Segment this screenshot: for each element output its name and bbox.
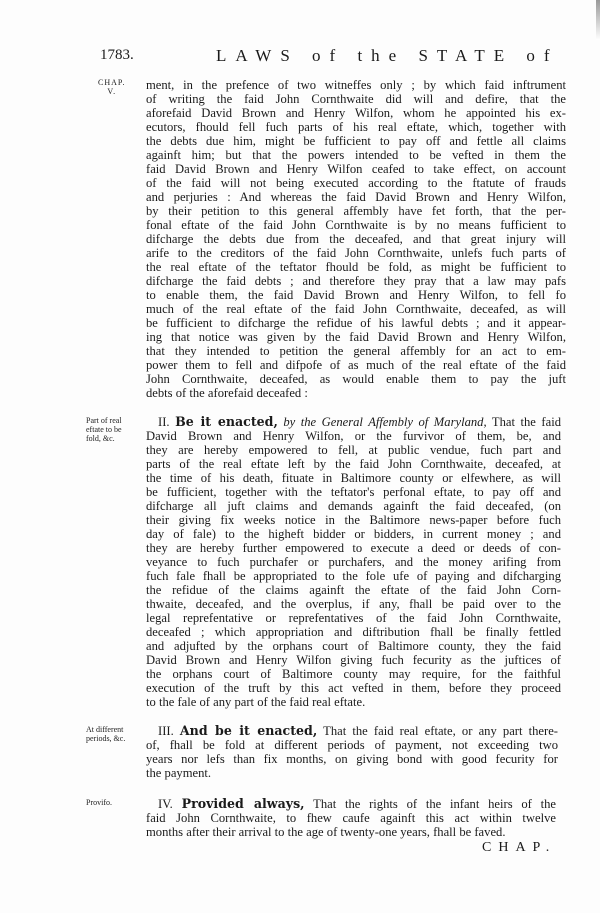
text-line: by their petition to this general affembly have fet forth, that the per-	[146, 204, 566, 218]
margin-note-line: periods, &c.	[86, 734, 126, 743]
section-4	[146, 797, 556, 839]
text-line: of the faid will not being executed according to the ftatute of frauds	[146, 176, 566, 190]
text-line: they are hereby empowered to fell, at public vendue, fuch part and	[146, 443, 561, 457]
text-line: the debts due him, might be fufficient to pay off and fettle all claims	[146, 134, 566, 148]
catchword: CHAP.	[482, 840, 557, 855]
text-line: and perjuries : And whereas the faid David Brown and Henry Wilfon,	[146, 190, 566, 204]
margin-note-line: At different	[86, 725, 124, 734]
text-line: veyance to fuch purchafer or purchafers, and the money arifing from	[146, 555, 561, 569]
line-text: That the faid real eftate, or any part there-	[323, 724, 558, 738]
enacting-clause: Provided always,	[181, 796, 305, 811]
text-line: the time of his death, fituate in Baltimore county or elfewhere, as will	[146, 471, 561, 485]
text-line: ecutors, fhould fell fuch parts of his real eftate, which, together with	[146, 120, 566, 134]
text-line: fonal eftate of the faid John Cornthwaite is by no means fufficient to	[146, 218, 566, 232]
text-line: of writing the faid John Cornthwaite did will and defire, that the	[146, 92, 566, 106]
text-line: thwaite, deceafed, and the overplus, if any, fhall be paid over to the	[146, 597, 561, 611]
text-line: be fufficient, together with the teftator's perfonal eftate, to pay off and	[146, 485, 561, 499]
text-line: of, fhall be fold at different periods of payment, not exceeding two	[146, 738, 558, 752]
chapter-label: CHAP.	[98, 78, 126, 87]
text-line: ing that notice was given by the faid David Brown and Henry Wilfon,	[146, 330, 566, 344]
line-text: That the rights of the infant heirs of the	[313, 797, 557, 811]
margin-note-line: eftate to be	[86, 425, 122, 434]
chapter-marker	[98, 78, 125, 96]
text-line: they are hereby further empowered to execute a deed or deeds of con-	[146, 541, 561, 555]
text-line: to enable them, the faid David Brown and Henry Wilfon, to fell fo	[146, 288, 566, 302]
text-line: and adjufted by the orphans court of Baltimore county, they the faid	[146, 639, 561, 653]
text-line: David Brown and Henry Wilfon giving fuch fecurity as the juftices of	[146, 653, 561, 667]
text-line: months after their arrival to the age of twenty-one years, fhall be faved.	[146, 825, 506, 839]
text-line: the payment.	[146, 766, 212, 780]
text-line: the real eftate of the teftator fhould be fold, as might be fufficient to	[146, 260, 566, 274]
enacting-authority: by the General Affembly of Maryland,	[283, 415, 487, 429]
page-year: 1783.	[100, 47, 134, 63]
enacting-clause: Be it enacted,	[175, 414, 278, 429]
section-2-first-line	[146, 415, 561, 429]
section-numeral: IV.	[158, 797, 173, 811]
text-line: the refidue of the claims againft the eftate of the faid John Corn-	[146, 583, 561, 597]
section-3	[146, 724, 558, 780]
text-line: ment, in the prefence of two witneffes only ; by which faid inftrument	[146, 78, 566, 92]
text-line: John Cornthwaite, deceafed, as would enable them to pay the juft	[146, 372, 566, 386]
section-3-first-line	[146, 724, 558, 738]
scan-edge	[596, 0, 600, 40]
text-line: to the fale of any part of the faid real eftate.	[146, 695, 366, 709]
margin-note-line: fold, &c.	[86, 434, 115, 443]
margin-note-section-3	[86, 725, 125, 743]
text-line: deceafed ; which appropriation and diftribution fhall be finally fettled	[146, 625, 561, 639]
text-line: aforefaid David Brown and Henry Wilfon, whom he appointed his ex-	[146, 106, 566, 120]
text-line: againft him; but that the powers intended to be vefted in them the	[146, 148, 566, 162]
text-line: their giving fix weeks notice in the Baltimore news-paper before fuch	[146, 513, 561, 527]
section-4-first-line	[146, 797, 556, 811]
text-line: the orphans court of Baltimore county may require, for the faithful	[146, 667, 561, 681]
margin-note-section-4	[86, 798, 112, 807]
margin-note-line: Provifo.	[86, 798, 112, 807]
margin-note-line: Part of real	[86, 416, 122, 425]
text-line: legal reprefentative or reprefentatives of the faid John Cornthwaite,	[146, 611, 561, 625]
text-line: difcharge all juft claims and demands againft the faid deceafed, (on	[146, 499, 561, 513]
text-line: difcharge the debts due from the deceafed, and that great injury will	[146, 232, 566, 246]
section-numeral: III.	[158, 724, 174, 738]
line-text: That the faid	[491, 415, 561, 429]
margin-note-section-2	[86, 416, 122, 443]
text-line: faid John Cornthwaite, to fhew caufe againft this act within twelve	[146, 811, 556, 825]
text-line: faid David Brown and Henry Wilfon ceafed to take effect, on account	[146, 162, 566, 176]
text-line: parts of the real eftate left by the faid John Cornthwaite, deceafed, at	[146, 457, 561, 471]
text-line: power them to fell and difpofe of as much of the real eftate of the faid	[146, 358, 566, 372]
text-line: David Brown and Henry Wilfon, or the furvivor of them, be, and	[146, 429, 561, 443]
section-2	[146, 415, 561, 709]
text-line: fuch fale fhall be appropriated to the fole ufe of paying and difcharging	[146, 569, 561, 583]
text-line: that they intended to petition the general affembly for an act to em-	[146, 344, 566, 358]
chapter-number: V.	[107, 87, 117, 96]
text-line: much of the real eftate of the faid John Cornthwaite, deceafed, as will	[146, 302, 566, 316]
text-line: years nor lefs than fix months, on giving bond with good fecurity for	[146, 752, 558, 766]
text-line: be fufficient to difcharge the refidue of his lawful debts ; and it appear-	[146, 316, 566, 330]
text-line: execution of the truft by this act vefted in them, before they proceed	[146, 681, 561, 695]
section-numeral: II.	[158, 415, 170, 429]
text-line: difcharge the faid debts ; and therefore they pray that a law may pafs	[146, 274, 566, 288]
paragraph-1	[146, 78, 566, 400]
enacting-clause: And be it enacted,	[179, 723, 318, 738]
text-line: day of fale) to the higheft bidder or bidders, in current money ; and	[146, 527, 561, 541]
text-line: arife to the creditors of the faid John Cornthwaite, unlefs fuch parts of	[146, 246, 566, 260]
running-title: LAWS of the STATE of	[216, 46, 559, 65]
text-line: debts of the aforefaid deceafed :	[146, 386, 308, 400]
